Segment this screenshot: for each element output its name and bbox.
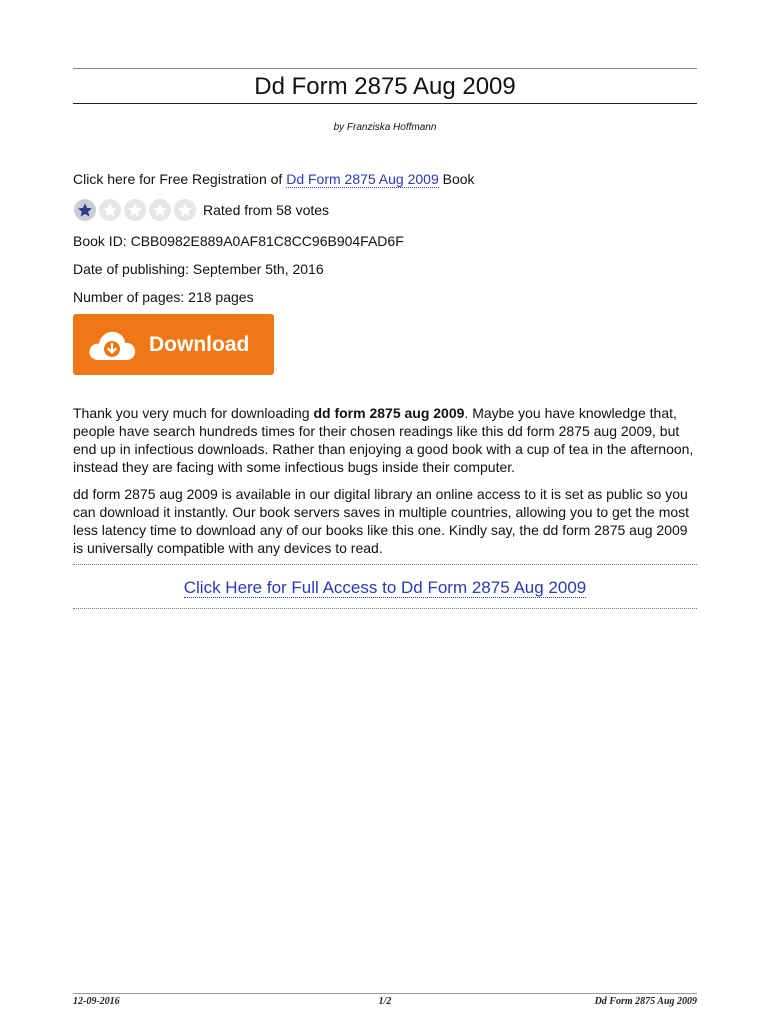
- star-icon[interactable]: [99, 199, 121, 221]
- intro-bold-title: dd form 2875 aug 2009: [313, 405, 465, 421]
- intro-paragraph: [73, 404, 701, 476]
- download-label: Download: [149, 332, 250, 356]
- registration-line: [73, 170, 475, 188]
- footer-date: 12-09-2016: [73, 996, 120, 1007]
- author-byline: by Franziska Hoffmann: [333, 122, 437, 133]
- registration-prefix: Click here for Free Registration of: [73, 171, 287, 187]
- star-icon[interactable]: [174, 199, 196, 221]
- download-button[interactable]: [73, 314, 274, 375]
- page-count: Number of pages: 218 pages: [73, 289, 254, 305]
- footer-rule: [73, 993, 697, 994]
- footer-page-number: 1/2: [378, 996, 392, 1007]
- publish-date: Date of publishing: September 5th, 2016: [73, 261, 324, 277]
- page-title: Dd Form 2875 Aug 2009: [254, 73, 516, 100]
- star-icon[interactable]: [124, 199, 146, 221]
- star-icon[interactable]: [74, 199, 96, 221]
- library-paragraph: dd form 2875 aug 2009 is available in our digital library an online access to it is set as public so you can download it instantly. Our book servers saves in multiple countries, allowing you to get the most less latency time to download any of our books like this one. Kindly say, the dd form 2875 aug 2009 is universally compatible with any devices to read.: [73, 486, 690, 556]
- dotted-divider: [73, 564, 697, 565]
- full-access-link-text[interactable]: Click Here for Full Access to Dd Form 2875 Aug 2009: [183, 578, 587, 597]
- rating-text: Rated from 58 votes: [203, 202, 330, 218]
- intro-text-end: . Maybe you have knowledge that, people have search hundreds times for their chosen readings like this dd form 2875 aug 2009, but end up in infectious downloads. Rather than enjoying a good book with a cup of tea in the afternoon, instead they are facing with some infectious bugs inside their computer.: [73, 405, 694, 475]
- book-id: Book ID: CBB0982E889A0AF81C8CC96B904FAD6F: [73, 233, 404, 249]
- registration-link[interactable]: Dd Form 2875 Aug 2009: [286, 171, 439, 187]
- cloud-download-icon: [87, 328, 137, 362]
- title-rule: [73, 103, 697, 104]
- registration-suffix: Book: [438, 171, 475, 187]
- footer-title: Dd Form 2875 Aug 2009: [594, 996, 697, 1007]
- top-rule: [73, 68, 697, 69]
- star-rating[interactable]: [74, 199, 196, 221]
- intro-text-start: Thank you very much for downloading: [73, 405, 314, 421]
- dotted-divider: [73, 608, 697, 609]
- full-access-link[interactable]: [73, 577, 697, 599]
- star-icon[interactable]: [149, 199, 171, 221]
